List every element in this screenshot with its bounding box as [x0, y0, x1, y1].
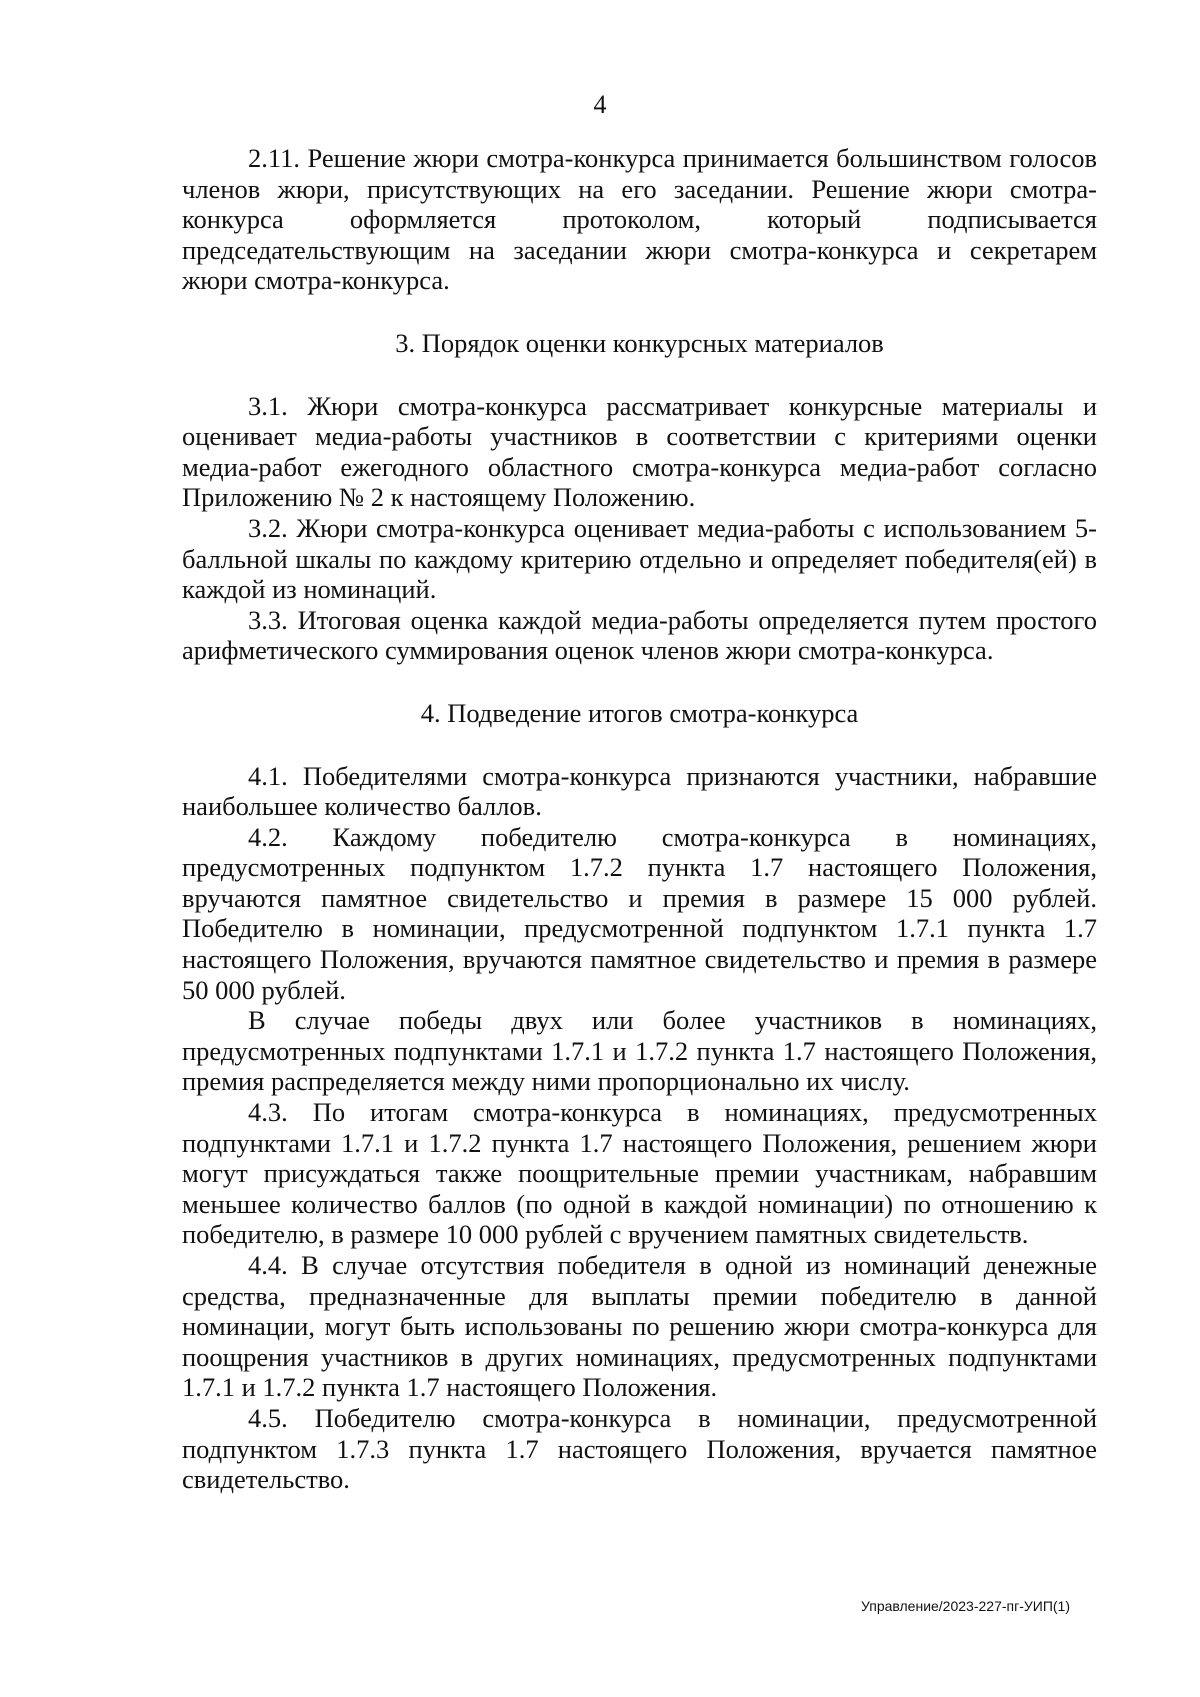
paragraph-4-2: 4.2. Каждому победителю смотра-конкурса в номинациях, предусмотренных подпунктом 1.7.2 пункта 1.7 настоящего Положения, вручаются памятное свидетельство и премия в размере 15 000 рублей. Победителю в номинации, предусмотренной подпунктом 1.7.1 пункта 1.7 настоящего Положения, вручаются памятное свидетельство и премия в размере 50 000 рублей.: [182, 821, 1097, 1005]
paragraph-4-2-continuation: В случае победы двух или более участников в номинациях, предусмотренных подпунктами 1.7.1 и 1.7.2 пункта 1.7 настоящего Положения, премия распределяется между ними пропорционально их числу.: [182, 1005, 1097, 1097]
document-code: Управление/2023-227-пг-УИП(1): [860, 1598, 1070, 1614]
paragraph-3-1: 3.1. Жюри смотра-конкурса рассматривает конкурсные материалы и оценивает медиа-работы участников в соответствии с критериями оценки медиа-работ ежегодного областного смотра-конкурса медиа-работ согласно Приложению № 2 к настоящему Положению.: [182, 390, 1097, 513]
section-heading-3: 3. Порядок оценки конкурсных материалов: [395, 327, 884, 358]
section-heading-4: 4. Подведение итогов смотра-конкурса: [420, 697, 859, 728]
paragraph-4-4: 4.4. В случае отсутствия победителя в одной из номинаций денежные средства, предназначенные для выплаты премии победителю в данной номинации, могут быть использованы по решению жюри смотра-конкурса для поощрения участников в других номинациях, предусмотренных подпунктами 1.7.1 и 1.7.2 пункта 1.7 настоящего Положения.: [182, 1250, 1097, 1403]
document-body: [182, 143, 1097, 1495]
paragraph-3-3: 3.3. Итоговая оценка каждой медиа-работы определяется путем простого арифметического суммирования оценок членов жюри смотра-конкурса.: [182, 604, 1097, 666]
page-number: 4: [593, 90, 607, 119]
paragraph-2-11: 2.11. Решение жюри смотра-конкурса принимается большинством голосов членов жюри, присутствующих на его заседании. Решение жюри смотра-конкурса оформляется протоколом, который подписывается председательствующим на заседании жюри смотра-конкурса и секретарем жюри смотра-конкурса.: [182, 143, 1097, 296]
paragraph-4-1: 4.1. Победителями смотра-конкурса признаются участники, набравшие наибольшее количество баллов.: [182, 760, 1097, 822]
paragraph-3-2: 3.2. Жюри смотра-конкурса оценивает медиа-работы с использованием 5-балльной шкалы по каждому критерию отдельно и определяет победителя(ей) в каждой из номинаций.: [182, 512, 1097, 605]
paragraph-4-5: 4.5. Победителю смотра-конкурса в номинации, предусмотренной подпунктом 1.7.3 пункта 1.7 настоящего Положения, вручается памятное свидетельство.: [182, 1402, 1097, 1495]
paragraph-4-3: 4.3. По итогам смотра-конкурса в номинациях, предусмотренных подпунктами 1.7.1 и 1.7.2 пункта 1.7 настоящего Положения, решением жюри могут присуждаться также поощрительные премии участникам, набравшим меньшее количество баллов (по одной в каждой номинации) по отношению к победителю, в размере 10 000 рублей с вручением памятных свидетельств.: [182, 1097, 1097, 1250]
